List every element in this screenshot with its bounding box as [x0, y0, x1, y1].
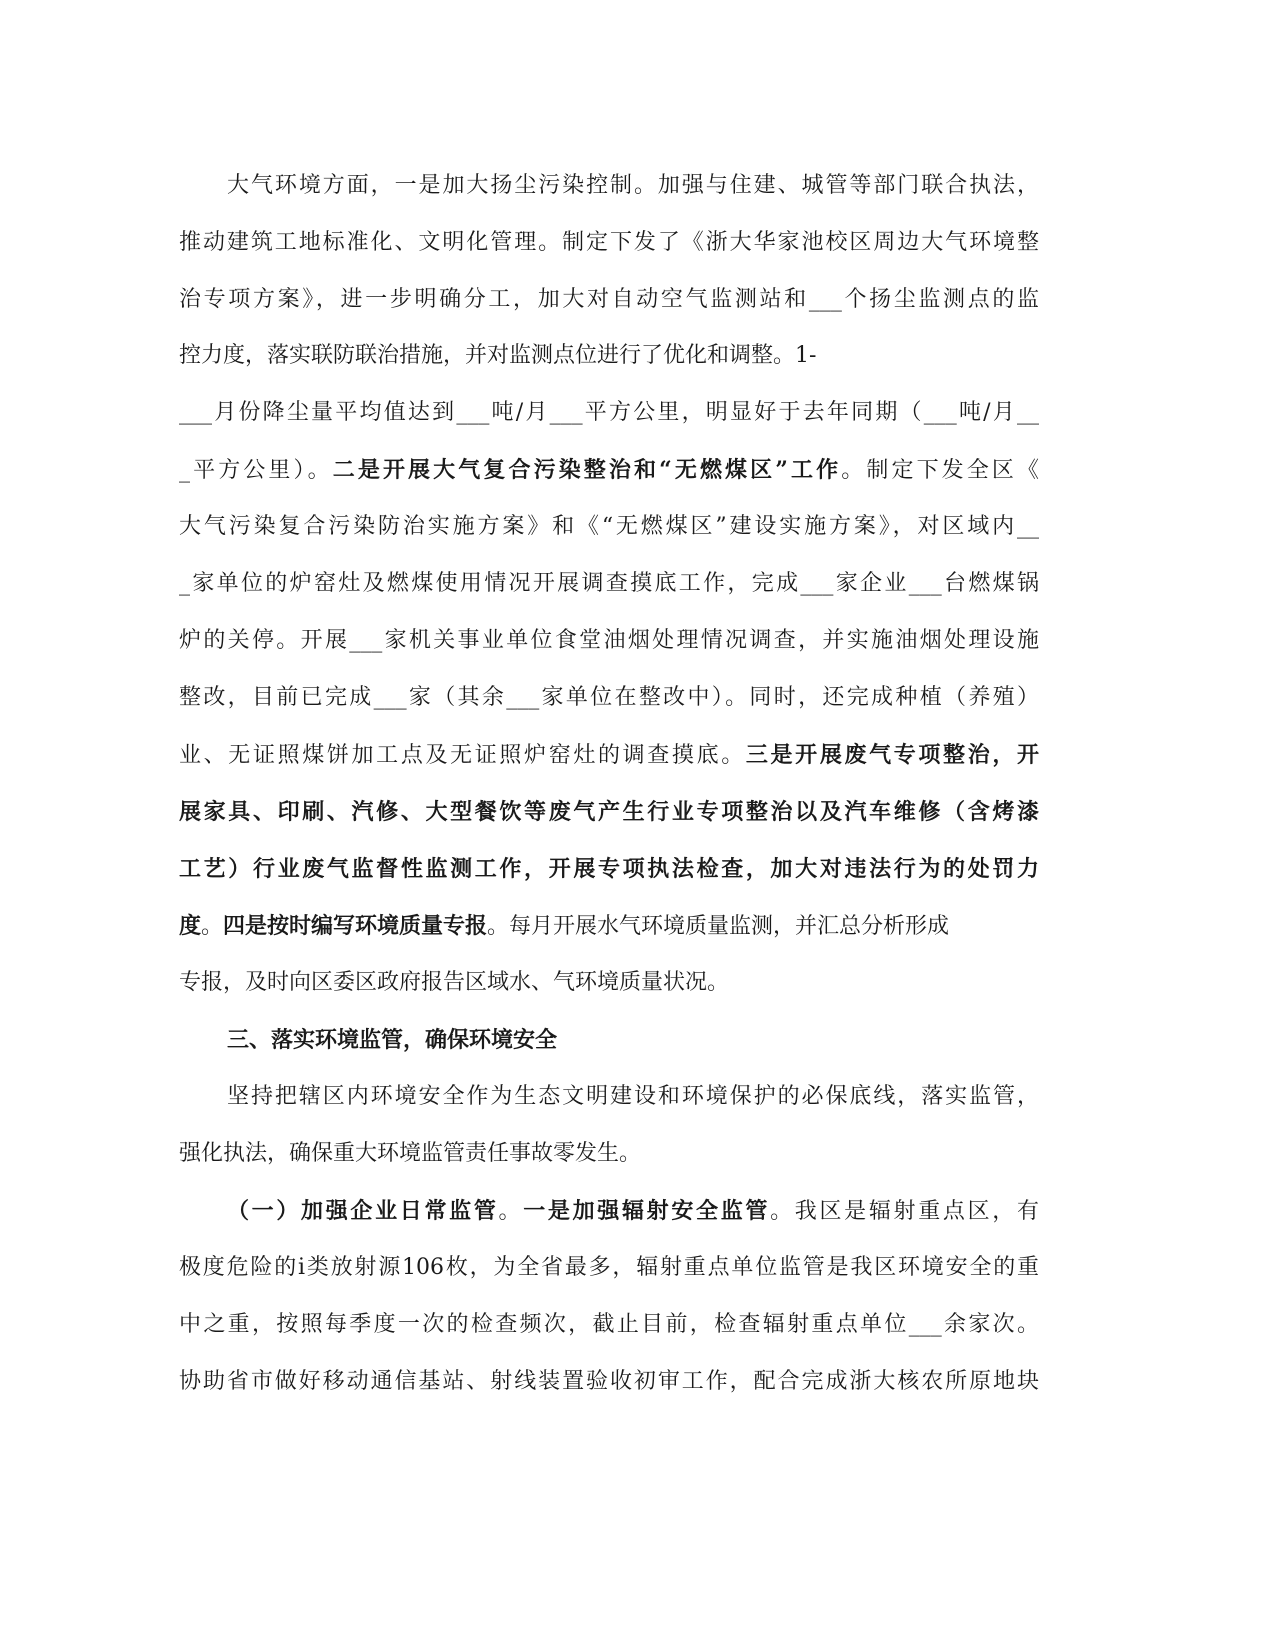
- body-text: ___月份降尘量平均值达到___吨/月___平方公里，明显好于去年同期（___吨/月__: [179, 400, 1039, 425]
- text-line: [227, 1025, 1039, 1055]
- bold-text: 展家具、印刷、汽修、大型餐饮等废气产生行业专项整治以及汽车维修（含烤漆: [179, 799, 1039, 825]
- text-line: [179, 228, 1039, 258]
- body-text: 大气环境方面，一是加大扬尘污染控制。加强与住建、城管等部门联合执法，: [227, 173, 1039, 198]
- text-line: [179, 683, 1039, 713]
- bold-text: 三是开展废气专项整治，开: [745, 742, 1039, 768]
- text-line: [179, 626, 1039, 656]
- bold-text: 三、落实环境监管，确保环境安全: [227, 1027, 558, 1053]
- text-line: [179, 1367, 1039, 1397]
- body-text: 控力度，落实联防联治措施，并对监测点位进行了优化和调整。1-: [179, 343, 817, 368]
- text-line: [179, 911, 1039, 941]
- text-line: [179, 455, 1039, 485]
- body-text: 。制定下发全区《: [841, 458, 1039, 483]
- body-text: 协助省市做好移动通信基站、射线装置验收初审工作，配合完成浙大核农所原地块: [179, 1369, 1039, 1394]
- text-line: [179, 968, 1039, 998]
- bold-text: 工艺）行业废气监督性监测工作，开展专项执法检查，加大对违法行为的处罚力: [179, 856, 1039, 882]
- text-line: [179, 285, 1039, 315]
- body-text: 炉的关停。开展___家机关事业单位食堂油烟处理情况调查，并实施油烟处理设施: [179, 628, 1039, 653]
- bold-text: 度: [179, 913, 202, 939]
- body-text: 极度危险的i类放射源106枚，为全省最多，辐射重点单位监管是我区环境安全的重: [179, 1255, 1039, 1280]
- body-text: 。每月开展水气环境质量监测，并汇总分析形成: [487, 914, 950, 939]
- body-text: 整改，目前已完成___家（其余___家单位在整改中）。同时，还完成种植（养殖）: [179, 685, 1039, 710]
- body-text: 大气污染复合污染防治实施方案》和《“无燃煤区”建设实施方案》，对区域内__: [179, 514, 1039, 539]
- body-text: 治专项方案》，进一步明确分工，加大对自动空气监测站和___个扬尘监测点的监: [179, 287, 1039, 312]
- bold-text: 四是按时编写环境质量专报: [223, 913, 488, 939]
- bold-text: （一）加强企业日常监管: [227, 1198, 499, 1224]
- text-line: [227, 171, 1039, 201]
- body-text: 强化执法，确保重大环境监管责任事故零发生。: [179, 1141, 642, 1166]
- body-text: 。我区是辐射重点区，有: [770, 1199, 1039, 1224]
- bold-text: 一是加强辐射安全监管: [523, 1198, 771, 1224]
- body-text: 。: [201, 914, 224, 939]
- text-line: [179, 1139, 1039, 1169]
- text-line: [179, 341, 1039, 371]
- body-text: _家单位的炉窑灶及燃煤使用情况开展调查摸底工作，完成___家企业___台燃煤锅: [179, 571, 1039, 596]
- text-line: [179, 854, 1039, 884]
- text-line: [179, 1310, 1039, 1340]
- text-line: [179, 740, 1039, 770]
- text-line: [179, 512, 1039, 542]
- text-line: [227, 1082, 1039, 1112]
- body-text: 推动建筑工地标准化、文明化管理。制定下发了《浙大华家池校区周边大气环境整: [179, 230, 1039, 255]
- text-line: [179, 398, 1039, 428]
- bold-text: 二是开展大气复合污染整治和“无燃煤区”工作: [332, 457, 842, 483]
- body-text: 业、无证照煤饼加工点及无证照炉窑灶的调查摸底。: [179, 743, 746, 768]
- text-line: [179, 569, 1039, 599]
- body-text: 坚持把辖区内环境安全作为生态文明建设和环境保护的必保底线，落实监管，: [227, 1084, 1039, 1109]
- body-text: 中之重，按照每季度一次的检查频次，截止目前，检查辐射重点单位___余家次。: [179, 1312, 1039, 1337]
- body-text: 。: [498, 1199, 524, 1224]
- body-text: 专报，及时向区委区政府报告区域水、气环境质量状况。: [179, 970, 730, 995]
- text-line: [179, 797, 1039, 827]
- text-line: [227, 1196, 1039, 1226]
- text-line: [179, 1253, 1039, 1283]
- body-text: _平方公里）。: [179, 458, 333, 483]
